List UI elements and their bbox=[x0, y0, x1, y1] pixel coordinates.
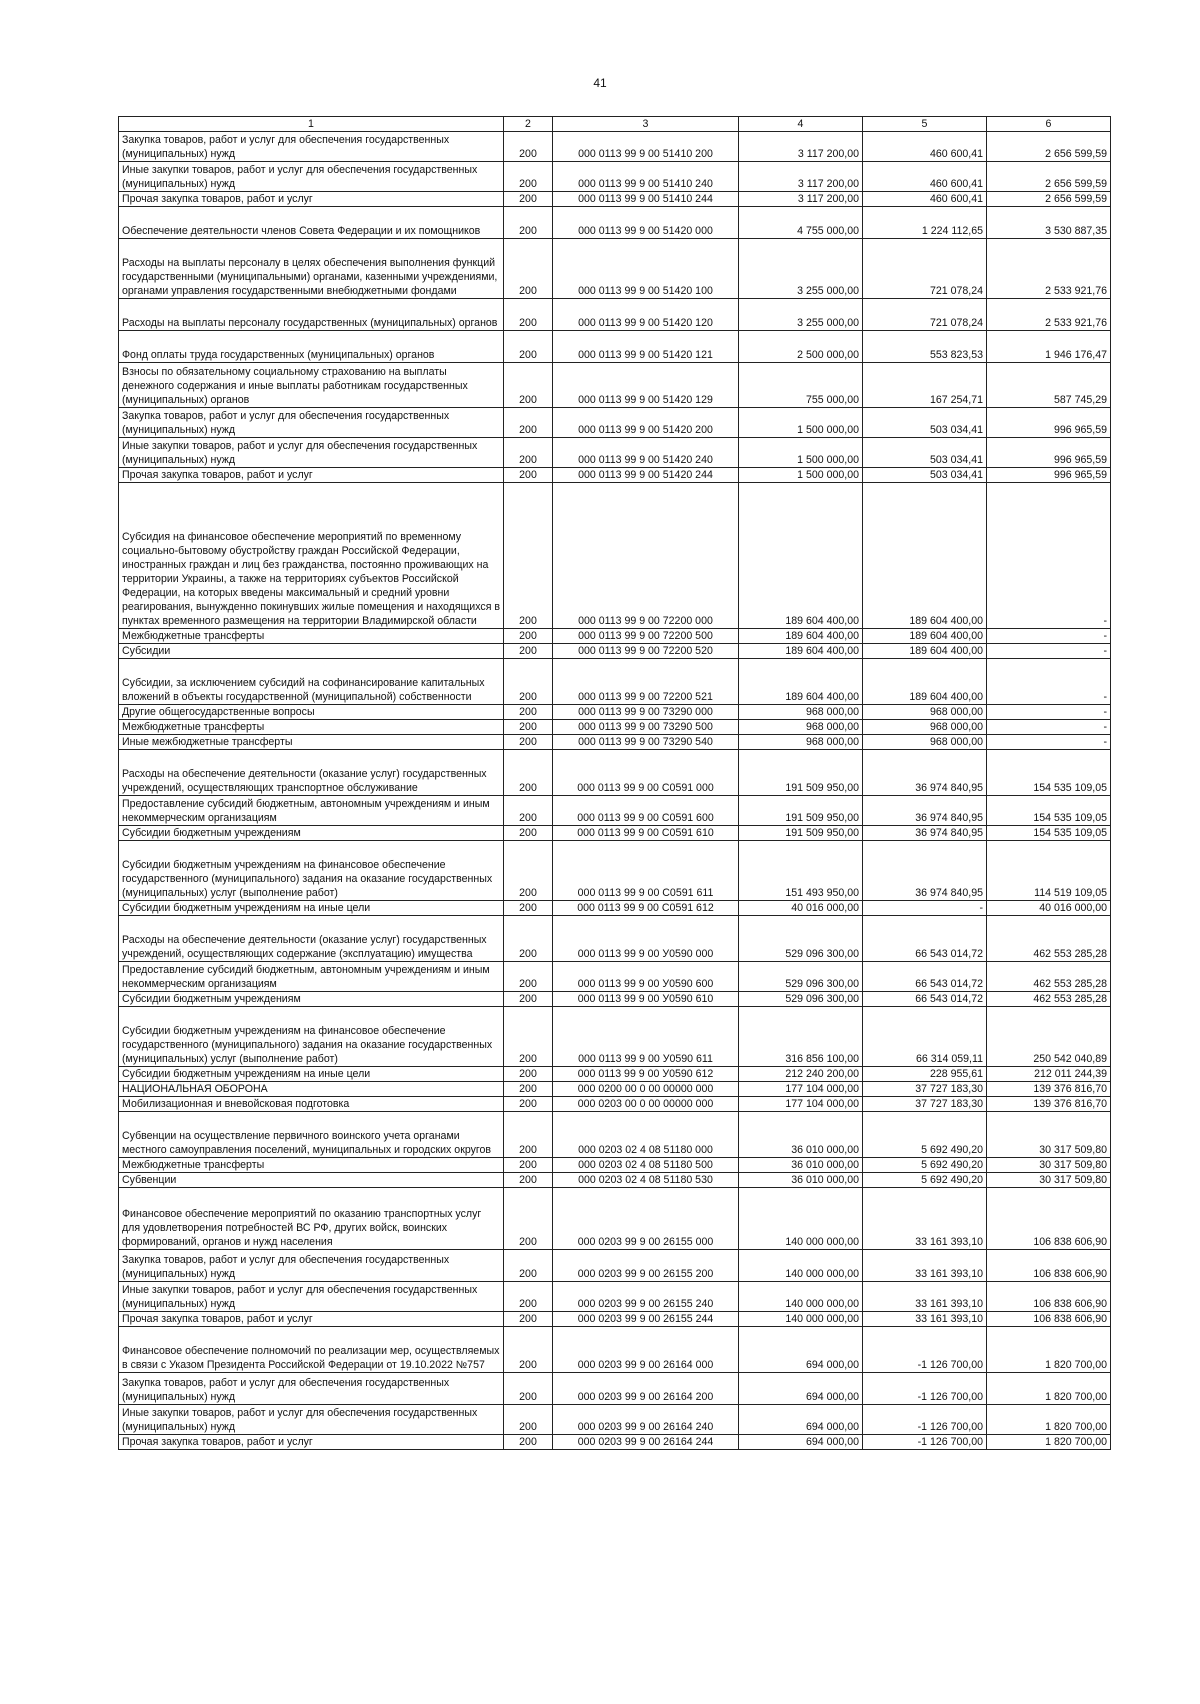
budget-classification-code: 000 0203 00 0 00 00000 000 bbox=[553, 1097, 739, 1112]
table-row bbox=[119, 992, 1111, 1007]
executed-amount: 968 000,00 bbox=[863, 735, 987, 750]
approved-amount: 529 096 300,00 bbox=[739, 962, 863, 992]
table-row bbox=[119, 962, 1111, 992]
executed-amount: 553 823,53 bbox=[863, 331, 987, 363]
approved-amount: 140 000 000,00 bbox=[739, 1188, 863, 1250]
executed-amount: 37 727 183,30 bbox=[863, 1097, 987, 1112]
approved-amount: 3 255 000,00 bbox=[739, 239, 863, 299]
budget-classification-code: 000 0203 99 9 00 26164 000 bbox=[553, 1327, 739, 1373]
row-name: Субсидия на финансовое обеспечение мероприятий по временному социально-бытовому обустройству граждан Российской Федерации, иностранных граждан и лиц без гражданства, постоянно проживающих на территории Украины, а также на территориях субъектов Российской Федерации, на которых введены максимальный и средний уровни реагирования, вынужденно покинувших жилые помещения и находящихся в пунктах временного размещения на территории Владимирской области bbox=[119, 483, 504, 629]
row-name: Субвенции на осуществление первичного воинского учета органами местного самоуправления поселений, муниципальных и городских округов bbox=[119, 1112, 504, 1158]
unexecuted-amount: 154 535 109,05 bbox=[987, 826, 1111, 841]
admin-code: 200 bbox=[504, 1158, 553, 1173]
budget-classification-code: 000 0113 99 9 00 С0591 000 bbox=[553, 750, 739, 796]
table-row bbox=[119, 331, 1111, 363]
table-row bbox=[119, 644, 1111, 659]
approved-amount: 968 000,00 bbox=[739, 720, 863, 735]
row-name: Обеспечение деятельности членов Совета Федерации и их помощников bbox=[119, 207, 504, 239]
executed-amount: 460 600,41 bbox=[863, 192, 987, 207]
admin-code: 200 bbox=[504, 468, 553, 483]
budget-classification-code: 000 0113 99 9 00 51410 200 bbox=[553, 132, 739, 162]
unexecuted-amount: 2 656 599,59 bbox=[987, 162, 1111, 192]
budget-classification-code: 000 0113 99 9 00 72200 520 bbox=[553, 644, 739, 659]
row-name: НАЦИОНАЛЬНАЯ ОБОРОНА bbox=[119, 1082, 504, 1097]
admin-code: 200 bbox=[504, 841, 553, 901]
admin-code: 200 bbox=[504, 1373, 553, 1405]
admin-code: 200 bbox=[504, 438, 553, 468]
approved-amount: 36 010 000,00 bbox=[739, 1158, 863, 1173]
unexecuted-amount: - bbox=[987, 629, 1111, 644]
budget-classification-code: 000 0113 99 9 00 51420 000 bbox=[553, 207, 739, 239]
row-name: Прочая закупка товаров, работ и услуг bbox=[119, 1435, 504, 1450]
approved-amount: 191 509 950,00 bbox=[739, 750, 863, 796]
approved-amount: 968 000,00 bbox=[739, 705, 863, 720]
unexecuted-amount: 106 838 606,90 bbox=[987, 1250, 1111, 1282]
admin-code: 200 bbox=[504, 1097, 553, 1112]
budget-classification-code: 000 0113 99 9 00 51420 100 bbox=[553, 239, 739, 299]
admin-code: 200 bbox=[504, 901, 553, 916]
executed-amount: 33 161 393,10 bbox=[863, 1250, 987, 1282]
approved-amount: 140 000 000,00 bbox=[739, 1250, 863, 1282]
budget-classification-code: 000 0200 00 0 00 00000 000 bbox=[553, 1082, 739, 1097]
table-row bbox=[119, 901, 1111, 916]
budget-classification-code: 000 0203 99 9 00 26155 240 bbox=[553, 1282, 739, 1312]
table-row bbox=[119, 1007, 1111, 1067]
row-name: Иные закупки товаров, работ и услуг для обеспечения государственных (муниципальных) нужд bbox=[119, 1405, 504, 1435]
admin-code: 200 bbox=[504, 992, 553, 1007]
table-row bbox=[119, 483, 1111, 629]
budget-classification-code: 000 0113 99 9 00 72200 500 bbox=[553, 629, 739, 644]
unexecuted-amount: 587 745,29 bbox=[987, 363, 1111, 408]
admin-code: 200 bbox=[504, 1007, 553, 1067]
admin-code: 200 bbox=[504, 826, 553, 841]
table-row bbox=[119, 468, 1111, 483]
executed-amount: 968 000,00 bbox=[863, 705, 987, 720]
row-name: Закупка товаров, работ и услуг для обеспечения государственных (муниципальных) нужд bbox=[119, 408, 504, 438]
table-row bbox=[119, 1373, 1111, 1405]
row-name: Финансовое обеспечение мероприятий по оказанию транспортных услуг для удовлетворения потребностей ВС РФ, других войск, воинских формирований, органов и нужд населения bbox=[119, 1188, 504, 1250]
approved-amount: 191 509 950,00 bbox=[739, 796, 863, 826]
admin-code: 200 bbox=[504, 644, 553, 659]
budget-classification-code: 000 0113 99 9 00 51420 200 bbox=[553, 408, 739, 438]
approved-amount: 694 000,00 bbox=[739, 1373, 863, 1405]
executed-amount: 503 034,41 bbox=[863, 468, 987, 483]
budget-classification-code: 000 0113 99 9 00 С0591 600 bbox=[553, 796, 739, 826]
row-name: Расходы на обеспечение деятельности (оказание услуг) государственных учреждений, осуществляющих содержание (эксплуатацию) имущества bbox=[119, 916, 504, 962]
row-name: Межбюджетные трансферты bbox=[119, 1158, 504, 1173]
table-row bbox=[119, 705, 1111, 720]
admin-code: 200 bbox=[504, 962, 553, 992]
approved-amount: 36 010 000,00 bbox=[739, 1112, 863, 1158]
unexecuted-amount: - bbox=[987, 735, 1111, 750]
executed-amount: 36 974 840,95 bbox=[863, 750, 987, 796]
admin-code: 200 bbox=[504, 483, 553, 629]
executed-amount: 460 600,41 bbox=[863, 132, 987, 162]
executed-amount: 5 692 490,20 bbox=[863, 1112, 987, 1158]
table-row bbox=[119, 1082, 1111, 1097]
approved-amount: 529 096 300,00 bbox=[739, 992, 863, 1007]
table-row bbox=[119, 1312, 1111, 1327]
executed-amount: 36 974 840,95 bbox=[863, 841, 987, 901]
executed-amount: 189 604 400,00 bbox=[863, 483, 987, 629]
table-body bbox=[119, 117, 1111, 1450]
admin-code: 200 bbox=[504, 239, 553, 299]
column-number: 4 bbox=[739, 117, 863, 132]
table-row bbox=[119, 826, 1111, 841]
unexecuted-amount: 40 016 000,00 bbox=[987, 901, 1111, 916]
unexecuted-amount: 462 553 285,28 bbox=[987, 916, 1111, 962]
approved-amount: 694 000,00 bbox=[739, 1435, 863, 1450]
row-name: Субсидии, за исключением субсидий на софинансирование капитальных вложений в объекты государственной (муниципальной) собственности bbox=[119, 659, 504, 705]
approved-amount: 694 000,00 bbox=[739, 1327, 863, 1373]
table-row bbox=[119, 192, 1111, 207]
budget-classification-code: 000 0113 99 9 00 51410 244 bbox=[553, 192, 739, 207]
approved-amount: 3 255 000,00 bbox=[739, 299, 863, 331]
unexecuted-amount: 212 011 244,39 bbox=[987, 1067, 1111, 1082]
row-name: Предоставление субсидий бюджетным, автономным учреждениям и иным некоммерческим организациям bbox=[119, 962, 504, 992]
approved-amount: 1 500 000,00 bbox=[739, 408, 863, 438]
table-row bbox=[119, 720, 1111, 735]
budget-classification-code: 000 0113 99 9 00 72200 521 bbox=[553, 659, 739, 705]
admin-code: 200 bbox=[504, 192, 553, 207]
budget-classification-code: 000 0203 99 9 00 26155 000 bbox=[553, 1188, 739, 1250]
row-name: Другие общегосударственные вопросы bbox=[119, 705, 504, 720]
unexecuted-amount: - bbox=[987, 659, 1111, 705]
admin-code: 200 bbox=[504, 629, 553, 644]
executed-amount: 189 604 400,00 bbox=[863, 629, 987, 644]
row-name: Иные закупки товаров, работ и услуг для обеспечения государственных (муниципальных) нужд bbox=[119, 162, 504, 192]
budget-classification-code: 000 0113 99 9 00 73290 500 bbox=[553, 720, 739, 735]
budget-classification-code: 000 0113 99 9 00 51420 120 bbox=[553, 299, 739, 331]
table-row bbox=[119, 363, 1111, 408]
column-number: 3 bbox=[553, 117, 739, 132]
row-name: Иные закупки товаров, работ и услуг для обеспечения государственных (муниципальных) нужд bbox=[119, 438, 504, 468]
budget-classification-code: 000 0113 99 9 00 51420 240 bbox=[553, 438, 739, 468]
budget-classification-code: 000 0113 99 9 00 У0590 000 bbox=[553, 916, 739, 962]
row-name: Иные межбюджетные трансферты bbox=[119, 735, 504, 750]
admin-code: 200 bbox=[504, 1067, 553, 1082]
unexecuted-amount: 2 656 599,59 bbox=[987, 132, 1111, 162]
approved-amount: 2 500 000,00 bbox=[739, 331, 863, 363]
row-name: Прочая закупка товаров, работ и услуг bbox=[119, 1312, 504, 1327]
unexecuted-amount: 3 530 887,35 bbox=[987, 207, 1111, 239]
executed-amount: 5 692 490,20 bbox=[863, 1158, 987, 1173]
budget-classification-code: 000 0113 99 9 00 73290 000 bbox=[553, 705, 739, 720]
unexecuted-amount: 1 946 176,47 bbox=[987, 331, 1111, 363]
unexecuted-amount: - bbox=[987, 705, 1111, 720]
row-name: Прочая закупка товаров, работ и услуг bbox=[119, 468, 504, 483]
table-row bbox=[119, 1173, 1111, 1188]
table-row bbox=[119, 750, 1111, 796]
column-number: 1 bbox=[119, 117, 504, 132]
table-row bbox=[119, 162, 1111, 192]
admin-code: 200 bbox=[504, 720, 553, 735]
approved-amount: 151 493 950,00 bbox=[739, 841, 863, 901]
approved-amount: 189 604 400,00 bbox=[739, 483, 863, 629]
table-row bbox=[119, 408, 1111, 438]
budget-classification-code: 000 0113 99 9 00 С0591 612 bbox=[553, 901, 739, 916]
table-row bbox=[119, 207, 1111, 239]
unexecuted-amount: 154 535 109,05 bbox=[987, 796, 1111, 826]
executed-amount: 33 161 393,10 bbox=[863, 1188, 987, 1250]
budget-classification-code: 000 0113 99 9 00 У0590 600 bbox=[553, 962, 739, 992]
admin-code: 200 bbox=[504, 659, 553, 705]
unexecuted-amount: 30 317 509,80 bbox=[987, 1173, 1111, 1188]
approved-amount: 3 117 200,00 bbox=[739, 192, 863, 207]
executed-amount: 37 727 183,30 bbox=[863, 1082, 987, 1097]
budget-classification-code: 000 0203 99 9 00 26164 200 bbox=[553, 1373, 739, 1405]
budget-classification-code: 000 0203 99 9 00 26164 244 bbox=[553, 1435, 739, 1450]
executed-amount: 167 254,71 bbox=[863, 363, 987, 408]
row-name: Субсидии бюджетным учреждениям на иные цели bbox=[119, 1067, 504, 1082]
budget-execution-table bbox=[118, 116, 1111, 1450]
unexecuted-amount: 462 553 285,28 bbox=[987, 962, 1111, 992]
row-name: Финансовое обеспечение полномочий по реализации мер, осуществляемых в связи с Указом Президента Российской Федерации от 19.10.2022 №757 bbox=[119, 1327, 504, 1373]
admin-code: 200 bbox=[504, 1082, 553, 1097]
unexecuted-amount: - bbox=[987, 720, 1111, 735]
approved-amount: 529 096 300,00 bbox=[739, 916, 863, 962]
row-name: Предоставление субсидий бюджетным, автономным учреждениям и иным некоммерческим организациям bbox=[119, 796, 504, 826]
admin-code: 200 bbox=[504, 735, 553, 750]
executed-amount: 33 161 393,10 bbox=[863, 1312, 987, 1327]
row-name: Иные закупки товаров, работ и услуг для обеспечения государственных (муниципальных) нужд bbox=[119, 1282, 504, 1312]
approved-amount: 189 604 400,00 bbox=[739, 659, 863, 705]
unexecuted-amount: 996 965,59 bbox=[987, 408, 1111, 438]
unexecuted-amount: 106 838 606,90 bbox=[987, 1312, 1111, 1327]
approved-amount: 755 000,00 bbox=[739, 363, 863, 408]
approved-amount: 4 755 000,00 bbox=[739, 207, 863, 239]
table-row bbox=[119, 1405, 1111, 1435]
table-row bbox=[119, 1435, 1111, 1450]
approved-amount: 191 509 950,00 bbox=[739, 826, 863, 841]
executed-amount: 721 078,24 bbox=[863, 299, 987, 331]
row-name: Расходы на обеспечение деятельности (оказание услуг) государственных учреждений, осуществляющих транспортное обслуживание bbox=[119, 750, 504, 796]
admin-code: 200 bbox=[504, 162, 553, 192]
row-name: Субсидии бюджетным учреждениям на финансовое обеспечение государственного (муниципального) задания на оказание государственных (муниципальных) услуг (выполнение работ) bbox=[119, 841, 504, 901]
executed-amount: 66 543 014,72 bbox=[863, 962, 987, 992]
executed-amount: 228 955,61 bbox=[863, 1067, 987, 1082]
table-row bbox=[119, 239, 1111, 299]
admin-code: 200 bbox=[504, 363, 553, 408]
admin-code: 200 bbox=[504, 1173, 553, 1188]
row-name: Межбюджетные трансферты bbox=[119, 629, 504, 644]
row-name: Взносы по обязательному социальному страхованию на выплаты денежного содержания и иные выплаты работникам государственных (муниципальных) органов bbox=[119, 363, 504, 408]
table-row bbox=[119, 659, 1111, 705]
admin-code: 200 bbox=[504, 1435, 553, 1450]
approved-amount: 212 240 200,00 bbox=[739, 1067, 863, 1082]
table-row bbox=[119, 841, 1111, 901]
table-row bbox=[119, 1158, 1111, 1173]
approved-amount: 189 604 400,00 bbox=[739, 644, 863, 659]
budget-classification-code: 000 0113 99 9 00 У0590 610 bbox=[553, 992, 739, 1007]
unexecuted-amount: 1 820 700,00 bbox=[987, 1405, 1111, 1435]
admin-code: 200 bbox=[504, 408, 553, 438]
row-name: Закупка товаров, работ и услуг для обеспечения государственных (муниципальных) нужд bbox=[119, 132, 504, 162]
approved-amount: 3 117 200,00 bbox=[739, 162, 863, 192]
executed-amount: - bbox=[863, 901, 987, 916]
admin-code: 200 bbox=[504, 705, 553, 720]
admin-code: 200 bbox=[504, 1327, 553, 1373]
unexecuted-amount: 250 542 040,89 bbox=[987, 1007, 1111, 1067]
row-name: Расходы на выплаты персоналу в целях обеспечения выполнения функций государственными (муниципальными) органами, казенными учреждениями, органами управления государственными внебюджетными фондами bbox=[119, 239, 504, 299]
admin-code: 200 bbox=[504, 750, 553, 796]
table-row bbox=[119, 629, 1111, 644]
row-name: Субвенции bbox=[119, 1173, 504, 1188]
budget-classification-code: 000 0113 99 9 00 73290 540 bbox=[553, 735, 739, 750]
executed-amount: 5 692 490,20 bbox=[863, 1173, 987, 1188]
unexecuted-amount: 139 376 816,70 bbox=[987, 1097, 1111, 1112]
approved-amount: 1 500 000,00 bbox=[739, 468, 863, 483]
admin-code: 200 bbox=[504, 1188, 553, 1250]
admin-code: 200 bbox=[504, 1112, 553, 1158]
approved-amount: 177 104 000,00 bbox=[739, 1082, 863, 1097]
row-name: Субсидии бюджетным учреждениям bbox=[119, 826, 504, 841]
row-name: Закупка товаров, работ и услуг для обеспечения государственных (муниципальных) нужд bbox=[119, 1250, 504, 1282]
executed-amount: 66 543 014,72 bbox=[863, 992, 987, 1007]
row-name: Субсидии bbox=[119, 644, 504, 659]
admin-code: 200 bbox=[504, 796, 553, 826]
executed-amount: -1 126 700,00 bbox=[863, 1327, 987, 1373]
column-number: 5 bbox=[863, 117, 987, 132]
approved-amount: 140 000 000,00 bbox=[739, 1282, 863, 1312]
row-name: Межбюджетные трансферты bbox=[119, 720, 504, 735]
unexecuted-amount: - bbox=[987, 483, 1111, 629]
row-name: Мобилизационная и вневойсковая подготовка bbox=[119, 1097, 504, 1112]
page-number: 41 bbox=[593, 76, 607, 90]
unexecuted-amount: 106 838 606,90 bbox=[987, 1188, 1111, 1250]
unexecuted-amount: 154 535 109,05 bbox=[987, 750, 1111, 796]
executed-amount: 968 000,00 bbox=[863, 720, 987, 735]
executed-amount: 1 224 112,65 bbox=[863, 207, 987, 239]
executed-amount: 36 974 840,95 bbox=[863, 796, 987, 826]
admin-code: 200 bbox=[504, 916, 553, 962]
unexecuted-amount: - bbox=[987, 644, 1111, 659]
approved-amount: 189 604 400,00 bbox=[739, 629, 863, 644]
unexecuted-amount: 1 820 700,00 bbox=[987, 1435, 1111, 1450]
admin-code: 200 bbox=[504, 1405, 553, 1435]
budget-classification-code: 000 0203 02 4 08 51180 530 bbox=[553, 1173, 739, 1188]
table-row bbox=[119, 438, 1111, 468]
column-number: 2 bbox=[504, 117, 553, 132]
executed-amount: 36 974 840,95 bbox=[863, 826, 987, 841]
budget-classification-code: 000 0203 99 9 00 26155 244 bbox=[553, 1312, 739, 1327]
row-name: Субсидии бюджетным учреждениям на финансовое обеспечение государственного (муниципального) задания на оказание государственных (муниципальных) услуг (выполнение работ) bbox=[119, 1007, 504, 1067]
row-name: Прочая закупка товаров, работ и услуг bbox=[119, 192, 504, 207]
column-number: 6 bbox=[987, 117, 1111, 132]
table-row bbox=[119, 132, 1111, 162]
table-row bbox=[119, 299, 1111, 331]
unexecuted-amount: 30 317 509,80 bbox=[987, 1112, 1111, 1158]
budget-classification-code: 000 0113 99 9 00 С0591 610 bbox=[553, 826, 739, 841]
approved-amount: 316 856 100,00 bbox=[739, 1007, 863, 1067]
unexecuted-amount: 114 519 109,05 bbox=[987, 841, 1111, 901]
table-row bbox=[119, 1188, 1111, 1250]
budget-classification-code: 000 0203 02 4 08 51180 000 bbox=[553, 1112, 739, 1158]
budget-classification-code: 000 0113 99 9 00 51420 244 bbox=[553, 468, 739, 483]
admin-code: 200 bbox=[504, 299, 553, 331]
budget-classification-code: 000 0113 99 9 00 У0590 612 bbox=[553, 1067, 739, 1082]
admin-code: 200 bbox=[504, 331, 553, 363]
approved-amount: 1 500 000,00 bbox=[739, 438, 863, 468]
executed-amount: -1 126 700,00 bbox=[863, 1405, 987, 1435]
admin-code: 200 bbox=[504, 1312, 553, 1327]
executed-amount: 503 034,41 bbox=[863, 408, 987, 438]
executed-amount: 66 314 059,11 bbox=[863, 1007, 987, 1067]
executed-amount: 189 604 400,00 bbox=[863, 659, 987, 705]
budget-classification-code: 000 0113 99 9 00 72200 000 bbox=[553, 483, 739, 629]
admin-code: 200 bbox=[504, 207, 553, 239]
approved-amount: 3 117 200,00 bbox=[739, 132, 863, 162]
budget-classification-code: 000 0113 99 9 00 51410 240 bbox=[553, 162, 739, 192]
admin-code: 200 bbox=[504, 132, 553, 162]
executed-amount: 503 034,41 bbox=[863, 438, 987, 468]
unexecuted-amount: 106 838 606,90 bbox=[987, 1282, 1111, 1312]
table-row bbox=[119, 1112, 1111, 1158]
row-name: Субсидии бюджетным учреждениям bbox=[119, 992, 504, 1007]
admin-code: 200 bbox=[504, 1282, 553, 1312]
row-name: Расходы на выплаты персоналу государственных (муниципальных) органов bbox=[119, 299, 504, 331]
unexecuted-amount: 1 820 700,00 bbox=[987, 1327, 1111, 1373]
budget-classification-code: 000 0203 99 9 00 26155 200 bbox=[553, 1250, 739, 1282]
budget-classification-code: 000 0203 99 9 00 26164 240 bbox=[553, 1405, 739, 1435]
budget-classification-code: 000 0113 99 9 00 51420 121 bbox=[553, 331, 739, 363]
table-row bbox=[119, 1067, 1111, 1082]
unexecuted-amount: 462 553 285,28 bbox=[987, 992, 1111, 1007]
unexecuted-amount: 1 820 700,00 bbox=[987, 1373, 1111, 1405]
approved-amount: 177 104 000,00 bbox=[739, 1097, 863, 1112]
budget-classification-code: 000 0113 99 9 00 51420 129 bbox=[553, 363, 739, 408]
admin-code: 200 bbox=[504, 1250, 553, 1282]
table-row bbox=[119, 1327, 1111, 1373]
executed-amount: 460 600,41 bbox=[863, 162, 987, 192]
executed-amount: 189 604 400,00 bbox=[863, 644, 987, 659]
table-row bbox=[119, 796, 1111, 826]
table-row bbox=[119, 1250, 1111, 1282]
unexecuted-amount: 2 533 921,76 bbox=[987, 299, 1111, 331]
unexecuted-amount: 996 965,59 bbox=[987, 438, 1111, 468]
executed-amount: 33 161 393,10 bbox=[863, 1282, 987, 1312]
row-name: Субсидии бюджетным учреждениям на иные цели bbox=[119, 901, 504, 916]
approved-amount: 36 010 000,00 bbox=[739, 1173, 863, 1188]
approved-amount: 140 000 000,00 bbox=[739, 1312, 863, 1327]
row-name: Фонд оплаты труда государственных (муниципальных) органов bbox=[119, 331, 504, 363]
column-number-row bbox=[119, 117, 1111, 132]
table-row bbox=[119, 1097, 1111, 1112]
budget-classification-code: 000 0113 99 9 00 С0591 611 bbox=[553, 841, 739, 901]
approved-amount: 40 016 000,00 bbox=[739, 901, 863, 916]
table-row bbox=[119, 1282, 1111, 1312]
table-row bbox=[119, 916, 1111, 962]
budget-classification-code: 000 0203 02 4 08 51180 500 bbox=[553, 1158, 739, 1173]
executed-amount: -1 126 700,00 bbox=[863, 1435, 987, 1450]
unexecuted-amount: 2 656 599,59 bbox=[987, 192, 1111, 207]
row-name: Закупка товаров, работ и услуг для обеспечения государственных (муниципальных) нужд bbox=[119, 1373, 504, 1405]
approved-amount: 968 000,00 bbox=[739, 735, 863, 750]
executed-amount: 721 078,24 bbox=[863, 239, 987, 299]
table-row bbox=[119, 735, 1111, 750]
approved-amount: 694 000,00 bbox=[739, 1405, 863, 1435]
unexecuted-amount: 2 533 921,76 bbox=[987, 239, 1111, 299]
budget-classification-code: 000 0113 99 9 00 У0590 611 bbox=[553, 1007, 739, 1067]
unexecuted-amount: 30 317 509,80 bbox=[987, 1158, 1111, 1173]
executed-amount: -1 126 700,00 bbox=[863, 1373, 987, 1405]
executed-amount: 66 543 014,72 bbox=[863, 916, 987, 962]
unexecuted-amount: 996 965,59 bbox=[987, 468, 1111, 483]
unexecuted-amount: 139 376 816,70 bbox=[987, 1082, 1111, 1097]
